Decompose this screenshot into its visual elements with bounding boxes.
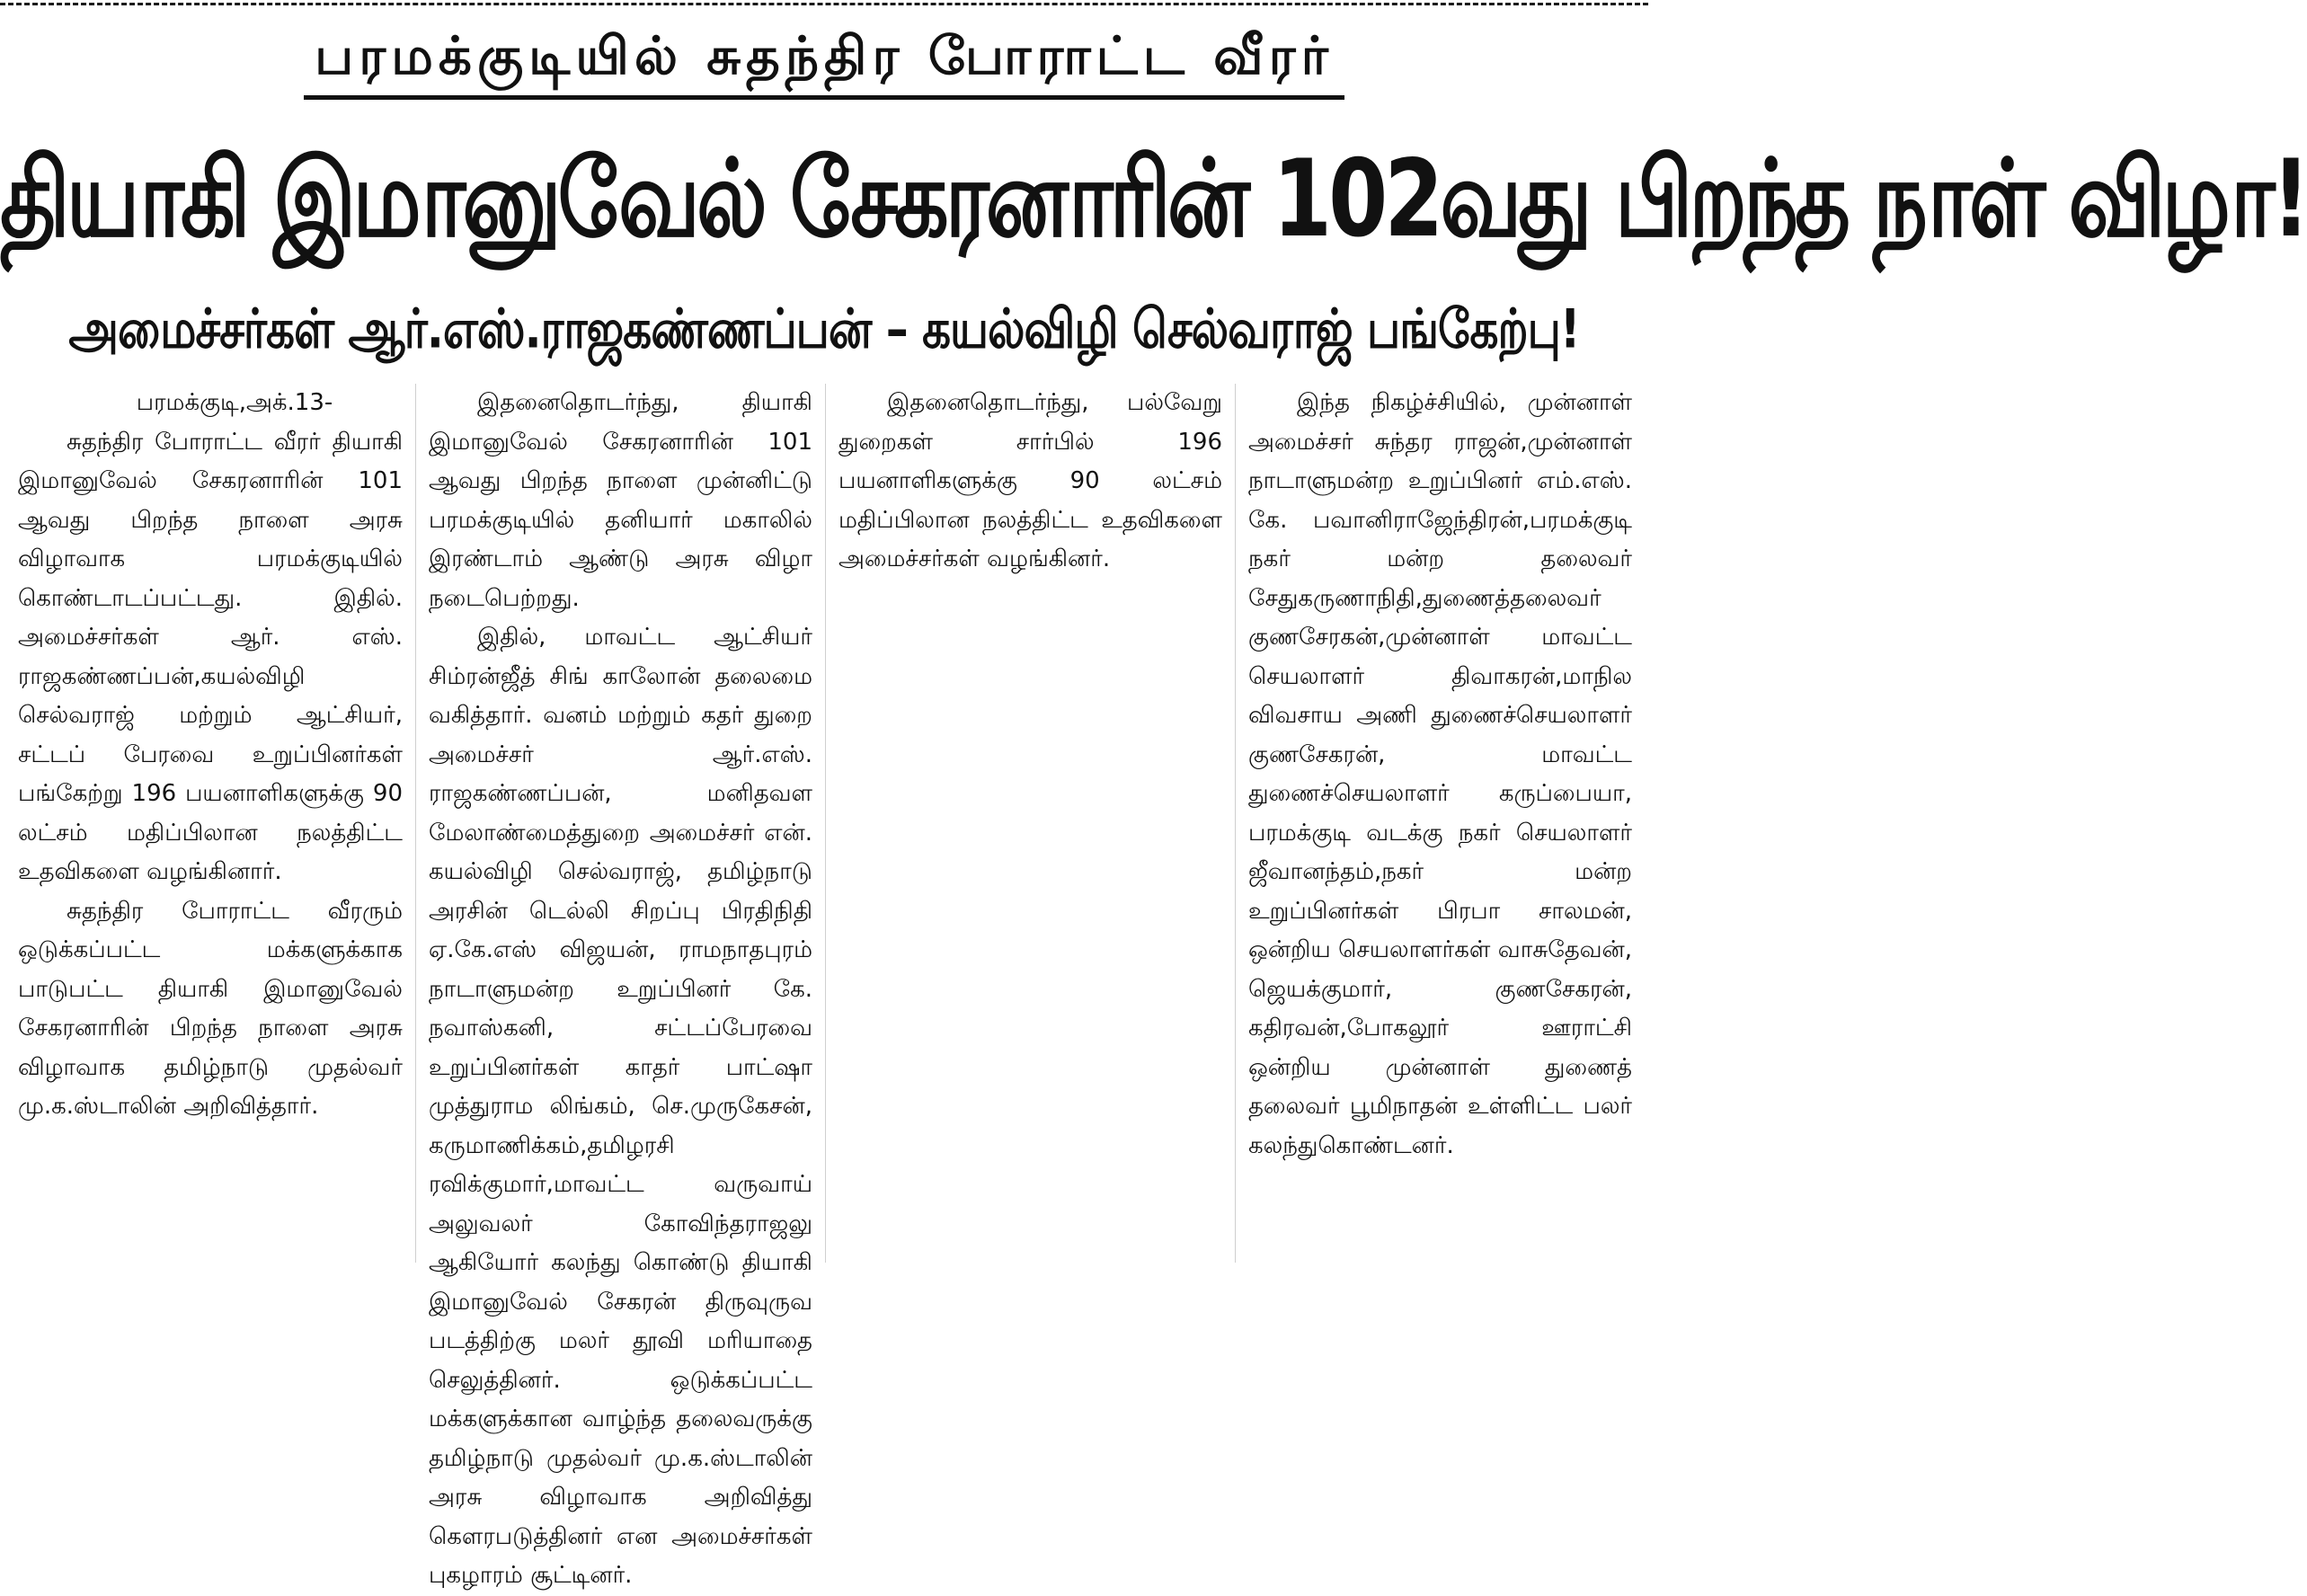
- column-1: [5, 384, 415, 1263]
- paragraph-2: சுதந்திர போராட்ட வீரரும் ஒடுக்கப்பட்ட மக்களுக்காக பாடுபட்ட தியாகி இமானுவேல் சேகரனாரின் பிறந்த நாளை அரசு விழாவாக தமிழ்நாடு முதல்வர் மு.க.ஸ்டாலின் அறிவித்தார்.: [18, 897, 403, 1120]
- column-3: [825, 384, 1235, 1263]
- paragraph-3: இதனைதொடர்ந்து, தியாகி இமானுவேல் சேகரனாரின் 101 ஆவது பிறந்த நாளை முன்னிட்டு பரமக்குடியில் தனியார் மகாலில் இரண்டாம் ஆண்டு அரசு விழா நடைபெற்றது.: [429, 389, 812, 612]
- paragraph-1: சுதந்திர போராட்ட வீரர் தியாகி இமானுவேல் சேகரனாரின் 101 ஆவது பிறந்த நாளை அரசு விழாவாக பரமக்குடியில் கொண்டாடப்பட்டது. இதில். அமைச்சர்கள் ஆர். எஸ். ராஜகண்ணப்பன்,கயல்விழி செல்வராஜ் மற்றும் ஆட்சியர், சட்டப் பேரவை உறுப்பினர்கள் பங்கேற்று 196 பயனாளிகளுக்கு 90 லட்சம் மதிப்பிலான நலத்திட்ட உதவிகளை வழங்கினார்.: [18, 428, 403, 885]
- kicker: பரமக்குடியில் சுதந்திர போராட்ட வீரர்: [304, 16, 1344, 100]
- subheadline: அமைச்சர்கள் ஆர்.எஸ்.ராஜகண்ணப்பன் – கயல்விழி செல்வராஜ் பங்கேற்பு!: [68, 297, 1580, 360]
- kicker-wrap: [0, 16, 1648, 100]
- dateline: பரமக்குடி,அக்.13-: [136, 389, 333, 416]
- headline: தியாகி இமானுவேல் சேகரனாரின் 102வது பிறந்த நாள் விழா!: [0, 137, 2307, 262]
- paragraph-4: இதில், மாவட்ட ஆட்சியர் சிம்ரன்ஜீத் சிங் காலோன் தலைமை வகித்தார். வனம் மற்றும் கதர் துறை அமைச்சர் ஆர்.எஸ். ராஜகண்ணப்பன், மனிதவள மேலாண்மைத்துறை அமைச்சர் என். கயல்விழி செல்வராஜ், தமிழ்நாடு அரசின் டெல்லி சிறப்பு பிரதிநிதி ஏ.கே.எஸ் விஜயன், ராமநாதபுரம் நாடாளுமன்ற உறுப்பினர் கே. நவாஸ்கனி, சட்டப்பேரவை உறுப்பினர்கள் காதர் பாட்ஷா முத்துராம லிங்கம், செ.முருகேசன், கருமாணிக்கம்,தமிழரசி ரவிக்குமார்,மாவட்ட வருவாய் அலுவலர் கோவிந்தராஜலு ஆகியோர் கலந்து கொண்டு தியாகி இமானுவேல் சேகரன் திருவுருவ படத்திற்கு மலர் தூவி மரியாதை செலுத்தினர். ஒடுக்கப்பட்ட மக்களுக்கான வாழ்ந்த தலைவருக்கு தமிழ்நாடு முதல்வர் மு.க.ஸ்டாலின் அரசு விழாவாக அறிவித்து கௌரபடுத்தினர் என அமைச்சர்கள் புகழாரம் சூட்டினர்.: [429, 624, 812, 1589]
- paragraph-6: இந்த நிகழ்ச்சியில், முன்னாள் அமைச்சர் சுந்தர ராஜன்,முன்னாள் நாடாளுமன்ற உறுப்பினர் எம்.எஸ். கே. பவானிராஜேந்திரன்,பரமக்குடி நகர் மன்ற தலைவர் சேதுகருணாநிதி,துணைத்தலைவர் குணசேரகன்,முன்னாள் மாவட்ட செயலாளர் திவாகரன்,மாநில விவசாய அணி துணைச்செயலாளர் குணசேகரன், மாவட்ட துணைச்செயலாளர் கருப்பையா, பரமக்குடி வடக்கு நகர் செயலாளர் ஜீவானந்தம்,நகர் மன்ற உறுப்பினர்கள் பிரபா சாலமன், ஒன்றிய செயலாளர்கள் வாசுதேவன், ஜெயக்குமார், குணசேகரன், கதிரவன்,போகலூர் ஊராட்சி ஒன்றிய முன்னாள் துணைத் தலைவர் பூமிநாதன் உள்ளிட்ட பலர் கலந்துகொண்டனர்.: [1248, 389, 1632, 1159]
- article-body: [5, 384, 1645, 1589]
- top-dashed-rule: [0, 3, 1648, 5]
- column-4: [1235, 384, 1645, 1263]
- column-2: [415, 384, 825, 1589]
- paragraph-5: இதனைதொடர்ந்து, பல்வேறு துறைகள் சார்பில் 196 பயனாளிகளுக்கு 90 லட்சம் மதிப்பிலான நலத்திட்ட உதவிகளை அமைச்சர்கள் வழங்கினர்.: [839, 389, 1222, 572]
